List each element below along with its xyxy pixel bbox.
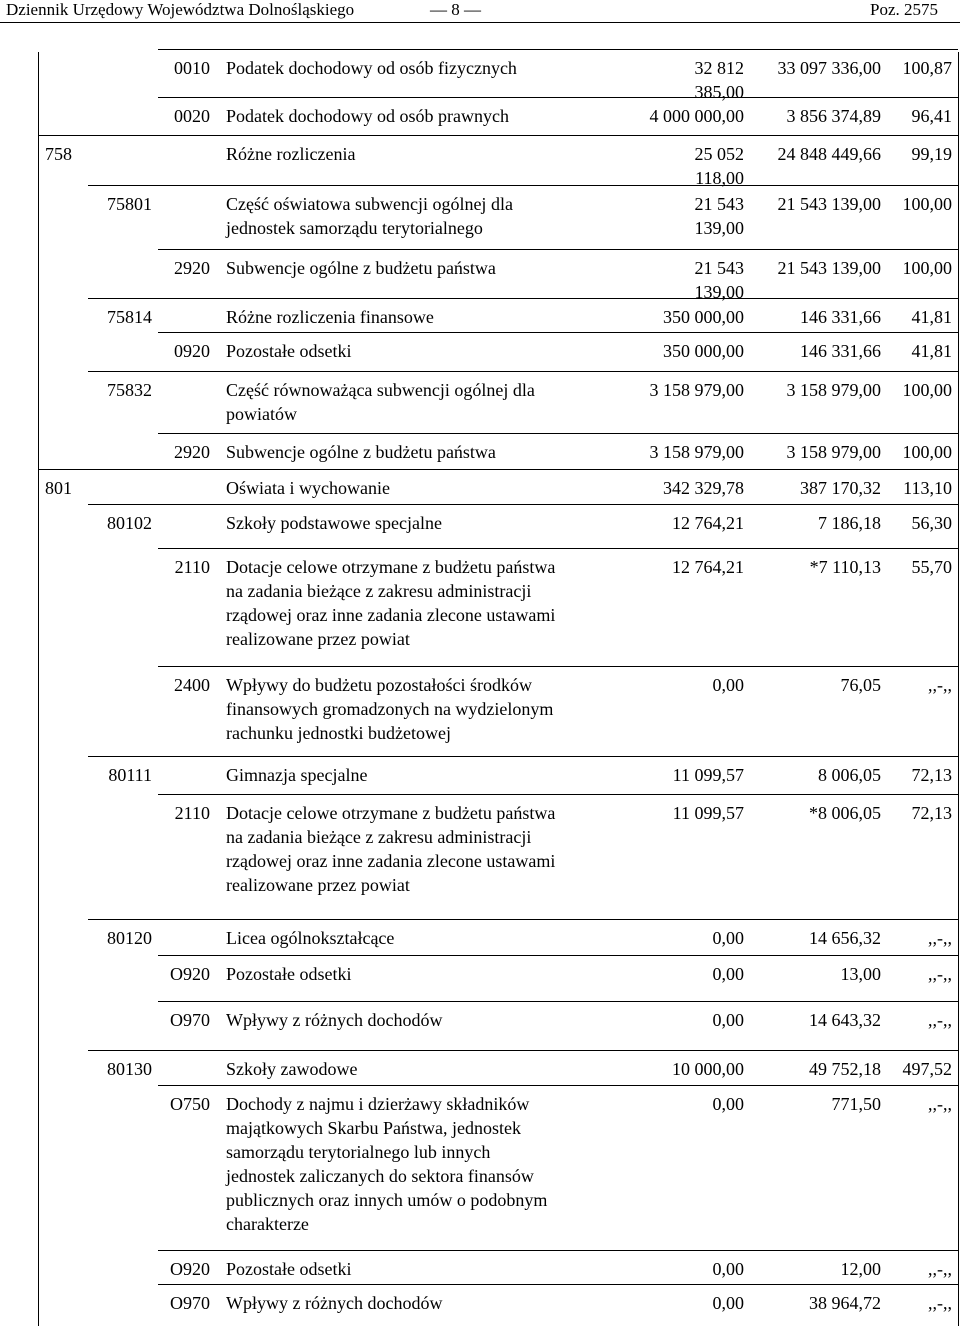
cell-description: Wpływy do budżetu pozostałości środków finansowych gromadzonych na wydzielonym rachunku jednostki budżetowej <box>226 675 554 743</box>
table-row <box>0 555 960 649</box>
cell-execution-value: *8 006,05 <box>809 803 881 823</box>
table-row <box>0 763 960 785</box>
table-row <box>0 1291 960 1313</box>
table-row <box>0 339 960 361</box>
cell-description: Pozostałe odsetki <box>226 341 352 361</box>
table-row <box>0 476 960 498</box>
cell-execution-value: 3 158 979,00 <box>786 442 881 462</box>
row-divider <box>88 756 958 757</box>
cell-rozdzial: 75814 <box>107 307 152 327</box>
cell-percent-value: 100,00 <box>902 380 952 400</box>
cell-dzial: 801 <box>45 478 72 498</box>
cell-execution-value: 12,00 <box>840 1259 881 1279</box>
table-row <box>0 1008 960 1030</box>
row-divider <box>158 1250 958 1251</box>
cell-plan-value: 350 000,00 <box>663 341 744 361</box>
cell-execution-value: 146 331,66 <box>800 341 881 361</box>
cell-percent-value: 56,30 <box>911 513 952 533</box>
cell-execution-value: 14 656,32 <box>809 928 881 948</box>
cell-execution-value: 771,50 <box>831 1094 881 1114</box>
cell-percent-value: ,,-,, <box>928 1010 952 1030</box>
cell-description: Pozostałe odsetki <box>226 964 352 984</box>
cell-description: Licea ogólnokształcące <box>226 928 395 948</box>
table-row <box>0 56 960 102</box>
table-row <box>0 1092 960 1234</box>
cell-description: Podatek dochodowy od osób fizycznych <box>226 58 517 78</box>
cell-percent-value: 100,00 <box>902 194 952 214</box>
cell-paragraf: 2400 <box>174 675 210 695</box>
row-divider <box>38 135 958 136</box>
cell-paragraf: O750 <box>170 1094 210 1114</box>
cell-percent-value: ,,-,, <box>928 1259 952 1279</box>
cell-paragraf: O970 <box>170 1293 210 1313</box>
cell-paragraf: 2920 <box>174 258 210 278</box>
cell-plan-value: 0,00 <box>712 1259 744 1279</box>
row-divider <box>88 298 958 299</box>
cell-percent-value: 41,81 <box>911 307 952 327</box>
cell-execution-value: 76,05 <box>840 675 881 695</box>
row-divider <box>158 548 958 549</box>
cell-percent-value: 100,87 <box>902 58 952 78</box>
cell-dzial: 758 <box>45 144 72 164</box>
cell-percent-value: 497,52 <box>902 1059 952 1079</box>
cell-description: Różne rozliczenia finansowe <box>226 307 434 327</box>
cell-description: Oświata i wychowanie <box>226 478 390 498</box>
row-divider <box>88 504 958 505</box>
table-row <box>0 1257 960 1279</box>
cell-description: Subwencje ogólne z budżetu państwa <box>226 258 496 278</box>
cell-plan-value: 21 543 139,00 <box>694 194 744 238</box>
cell-percent-value: 99,19 <box>911 144 952 164</box>
cell-plan-value: 32 812 385,00 <box>694 58 744 102</box>
page-number: — 8 — <box>430 0 481 19</box>
cell-plan-value: 0,00 <box>712 1094 744 1114</box>
cell-plan-value: 21 543 139,00 <box>694 258 744 302</box>
cell-plan-value: 3 158 979,00 <box>649 380 744 400</box>
row-divider <box>158 332 958 333</box>
cell-rozdzial: 80120 <box>107 928 152 948</box>
table-row <box>0 801 960 895</box>
cell-paragraf: O970 <box>170 1010 210 1030</box>
row-divider <box>88 1050 958 1051</box>
cell-plan-value: 342 329,78 <box>663 478 744 498</box>
table-row <box>0 142 960 188</box>
row-divider <box>158 49 958 50</box>
cell-paragraf: 0920 <box>174 341 210 361</box>
cell-percent-value: 72,13 <box>911 765 952 785</box>
cell-paragraf: 2920 <box>174 442 210 462</box>
row-divider <box>158 249 958 250</box>
cell-description: Szkoły zawodowe <box>226 1059 358 1079</box>
cell-paragraf: O920 <box>170 964 210 984</box>
cell-plan-value: 0,00 <box>712 928 744 948</box>
row-divider <box>158 1284 958 1285</box>
cell-plan-value: 0,00 <box>712 1010 744 1030</box>
cell-execution-value: 33 097 336,00 <box>777 58 881 78</box>
table-row <box>0 305 960 327</box>
cell-description: Dotacje celowe otrzymane z budżetu państwa na zadania bieżące z zakresu administracji rządowej oraz inne zadania zlecone ustawami realizowane przez powiat <box>226 557 556 649</box>
cell-plan-value: 3 158 979,00 <box>649 442 744 462</box>
table-row <box>0 378 960 424</box>
row-divider <box>158 666 958 667</box>
cell-execution-value: *7 110,13 <box>809 557 881 577</box>
row-divider <box>158 97 958 98</box>
row-divider <box>88 371 958 372</box>
cell-percent-value: ,,-,, <box>928 928 952 948</box>
row-divider <box>38 469 958 470</box>
cell-paragraf: 2110 <box>174 557 210 577</box>
cell-description: Wpływy z różnych dochodów <box>226 1293 443 1313</box>
cell-percent-value: 41,81 <box>911 341 952 361</box>
cell-execution-value: 7 186,18 <box>818 513 881 533</box>
journal-title: Dziennik Urzędowy Województwa Dolnośląskiego <box>6 0 355 19</box>
cell-paragraf: 2110 <box>174 803 210 823</box>
cell-description: Wpływy z różnych dochodów <box>226 1010 443 1030</box>
cell-execution-value: 3 856 374,89 <box>786 106 881 126</box>
table-row <box>0 926 960 948</box>
cell-description: Podatek dochodowy od osób prawnych <box>226 106 509 126</box>
cell-plan-value: 0,00 <box>712 1293 744 1313</box>
cell-execution-value: 24 848 449,66 <box>777 144 881 164</box>
row-divider <box>88 185 958 186</box>
table-row <box>0 192 960 238</box>
cell-description: Różne rozliczenia <box>226 144 356 164</box>
cell-execution-value: 21 543 139,00 <box>777 258 881 278</box>
cell-description: Dotacje celowe otrzymane z budżetu państwa na zadania bieżące z zakresu administracji rządowej oraz inne zadania zlecone ustawami realizowane przez powiat <box>226 803 556 895</box>
table-row <box>0 962 960 984</box>
cell-rozdzial: 75832 <box>107 380 152 400</box>
cell-paragraf: O920 <box>170 1259 210 1279</box>
cell-percent-value: 96,41 <box>911 106 952 126</box>
cell-plan-value: 25 052 118,00 <box>694 144 744 188</box>
row-divider <box>158 794 958 795</box>
table-row <box>0 440 960 462</box>
cell-rozdzial: 75801 <box>107 194 152 214</box>
table-row <box>0 256 960 302</box>
cell-paragraf: 0010 <box>174 58 210 78</box>
cell-plan-value: 12 764,21 <box>672 557 744 577</box>
table-row <box>0 104 960 126</box>
cell-description: Pozostałe odsetki <box>226 1259 352 1279</box>
cell-description: Dochody z najmu i dzierżawy składników majątkowych Skarbu Państwa, jednostek samorządu terytorialnego lub innych jednostek zaliczanych do sektora finansów publicznych oraz innych umów o podobnym charakterze <box>226 1094 548 1234</box>
cell-plan-value: 11 099,57 <box>672 765 744 785</box>
row-divider <box>158 1085 958 1086</box>
cell-percent-value: ,,-,, <box>928 675 952 695</box>
cell-percent-value: 113,10 <box>903 478 952 498</box>
table-row <box>0 1057 960 1079</box>
cell-percent-value: 100,00 <box>902 442 952 462</box>
cell-execution-value: 3 158 979,00 <box>786 380 881 400</box>
table-row <box>0 673 960 743</box>
cell-description: Subwencje ogólne z budżetu państwa <box>226 442 496 462</box>
row-divider <box>158 955 958 956</box>
cell-execution-value: 49 752,18 <box>809 1059 881 1079</box>
cell-execution-value: 13,00 <box>840 964 881 984</box>
cell-percent-value: 100,00 <box>902 258 952 278</box>
cell-percent-value: 55,70 <box>911 557 952 577</box>
cell-execution-value: 21 543 139,00 <box>777 194 881 214</box>
row-divider <box>88 919 958 920</box>
cell-execution-value: 38 964,72 <box>809 1293 881 1313</box>
cell-percent-value: ,,-,, <box>928 964 952 984</box>
cell-execution-value: 146 331,66 <box>800 307 881 327</box>
row-divider <box>158 1001 958 1002</box>
cell-execution-value: 387 170,32 <box>800 478 881 498</box>
cell-description: Część równoważąca subwencji ogólnej dla powiatów <box>226 380 535 424</box>
cell-plan-value: 350 000,00 <box>663 307 744 327</box>
cell-description: Gimnazja specjalne <box>226 765 368 785</box>
cell-percent-value: ,,-,, <box>928 1094 952 1114</box>
cell-description: Szkoły podstawowe specjalne <box>226 513 442 533</box>
cell-percent-value: 72,13 <box>911 803 952 823</box>
cell-plan-value: 12 764,21 <box>672 513 744 533</box>
cell-description: Część oświatowa subwencji ogólnej dla jednostek samorządu terytorialnego <box>226 194 513 238</box>
cell-rozdzial: 80102 <box>107 513 152 533</box>
table-row <box>0 511 960 533</box>
cell-paragraf: 0020 <box>174 106 210 126</box>
cell-execution-value: 14 643,32 <box>809 1010 881 1030</box>
cell-rozdzial: 80111 <box>108 765 152 785</box>
cell-percent-value: ,,-,, <box>928 1293 952 1313</box>
cell-plan-value: 11 099,57 <box>672 803 744 823</box>
cell-plan-value: 0,00 <box>712 964 744 984</box>
item-number: Poz. 2575 <box>870 0 938 19</box>
cell-plan-value: 4 000 000,00 <box>649 106 744 126</box>
cell-execution-value: 8 006,05 <box>818 765 881 785</box>
cell-plan-value: 0,00 <box>712 675 744 695</box>
cell-plan-value: 10 000,00 <box>672 1059 744 1079</box>
cell-rozdzial: 80130 <box>107 1059 152 1079</box>
row-divider <box>158 433 958 434</box>
